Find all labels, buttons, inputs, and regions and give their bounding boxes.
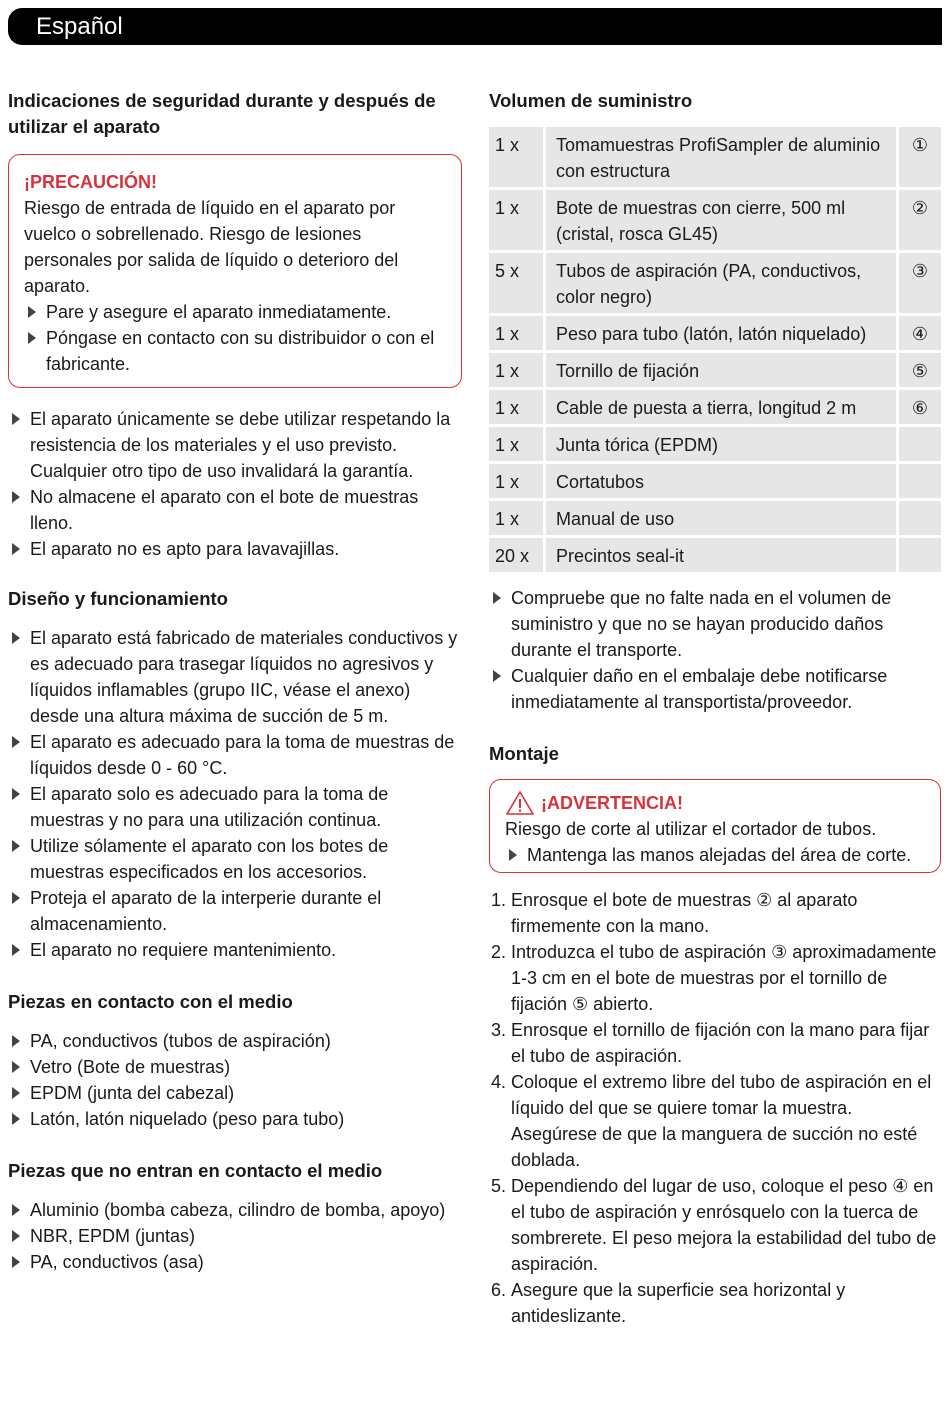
mounting-steps	[489, 887, 941, 1329]
safety-heading: Indicaciones de seguridad durante y después de utilizar el aparato	[8, 90, 436, 137]
design-bullet: Proteja el aparato de la interperie durante el almacenamiento.	[8, 885, 462, 937]
supply-heading: Volumen de suministro	[489, 90, 693, 111]
table-row	[489, 316, 941, 350]
design-bullet: Utilize sólamente el aparato con los botes de muestras especificados en los accesorios.	[8, 833, 462, 885]
supply-qty: 1 x	[489, 390, 546, 424]
supply-desc: Cable de puesta a tierra, longitud 2 m	[546, 390, 899, 424]
warning-text: Riesgo de corte al utilizar el cortador de tubos.	[505, 819, 877, 839]
supply-mark: ⑥	[899, 390, 941, 424]
design-bullet: El aparato no requiere mantenimiento.	[8, 937, 462, 963]
supply-mark	[899, 464, 941, 498]
no-contact-bullet: Aluminio (bomba cabeza, cilindro de bomba, apoyo)	[8, 1197, 462, 1223]
supply-desc: Bote de muestras con cierre, 500 ml (cristal, rosca GL45)	[546, 190, 899, 250]
design-heading: Diseño y funcionamiento	[8, 588, 228, 609]
supply-qty: 1 x	[489, 353, 546, 387]
table-row	[489, 464, 941, 498]
supply-mark: ②	[899, 190, 941, 250]
caution-box	[8, 154, 462, 388]
supply-desc: Junta tórica (EPDM)	[546, 427, 899, 461]
list-item: 6. Asegure que la superficie sea horizontal y antideslizante.	[511, 1277, 941, 1329]
design-bullet: El aparato está fabricado de materiales conductivos y es adecuado para trasegar líquidos no agresivos y líquidos inflamables (grupo IIC, véase el anexo) desde una altura máxima de succión de 5 m.	[8, 625, 462, 729]
supply-qty: 1 x	[489, 316, 546, 350]
supply-mark: ⑤	[899, 353, 941, 387]
supply-desc: Tubos de aspiración (PA, conductivos, color negro)	[546, 253, 899, 313]
contact-bullet: EPDM (junta del cabezal)	[8, 1080, 462, 1106]
caution-bullet: Pare y asegure el aparato inmediatamente.	[24, 299, 447, 325]
contact-bullet: Latón, latón niquelado (peso para tubo)	[8, 1106, 462, 1132]
mounting-heading: Montaje	[489, 743, 559, 764]
left-column	[8, 88, 462, 1275]
design-bullet: El aparato es adecuado para la toma de muestras de líquidos desde 0 - 60 °C.	[8, 729, 462, 781]
supply-desc: Cortatubos	[546, 464, 899, 498]
supply-qty: 1 x	[489, 427, 546, 461]
no-contact-bullet: NBR, EPDM (juntas)	[8, 1223, 462, 1249]
contact-heading: Piezas en contacto con el medio	[8, 991, 293, 1012]
list-item: 1. Enrosque el bote de muestras ② al aparato firmemente con la mano.	[511, 887, 941, 939]
supply-desc: Tornillo de fijación	[546, 353, 899, 387]
list-item: 2. Introduzca el tubo de aspiración ③ aproximadamente 1-3 cm en el bote de muestras por el tornillo de fijación ⑤ abierto.	[511, 939, 941, 1017]
warning-title: ¡ADVERTENCIA!	[541, 793, 683, 813]
right-column	[489, 88, 941, 1329]
table-row	[489, 538, 941, 572]
table-row	[489, 190, 941, 250]
language-header	[8, 8, 942, 45]
supply-bullet: Cualquier daño en el embalaje debe notificarse inmediatamente al transportista/proveedor.	[489, 663, 941, 715]
supply-qty: 1 x	[489, 190, 546, 250]
warning-triangle-icon	[505, 790, 535, 816]
warning-bullet: Mantenga las manos alejadas del área de corte.	[505, 842, 926, 868]
supply-desc: Precintos seal-it	[546, 538, 899, 572]
list-item: 4. Coloque el extremo libre del tubo de aspiración en el líquido del que se quiere tomar la muestra. Asegúrese de que la manguera de succión no esté doblada.	[511, 1069, 941, 1173]
list-item: 5. Dependiendo del lugar de uso, coloque el peso ④ en el tubo de aspiración y enrósquelo con la tuerca de sombrerete. El peso mejora la estabilidad del tubo de aspiración.	[511, 1173, 941, 1277]
design-bullet: El aparato solo es adecuado para la toma de muestras y no para una utilización continua.	[8, 781, 462, 833]
caution-title: ¡PRECAUCIÓN!	[24, 172, 157, 192]
caution-text: Riesgo de entrada de líquido en el aparato por vuelco o sobrellenado. Riesgo de lesiones personales por salida de líquido o deterioro del aparato.	[24, 198, 399, 296]
supply-mark: ③	[899, 253, 941, 313]
table-row	[489, 390, 941, 424]
no-contact-heading: Piezas que no entran en contacto el medio	[8, 1160, 383, 1181]
supply-qty: 20 x	[489, 538, 546, 572]
supply-mark: ④	[899, 316, 941, 350]
supply-mark	[899, 501, 941, 535]
safety-bullet: No almacene el aparato con el bote de muestras lleno.	[8, 484, 462, 536]
table-row	[489, 127, 941, 187]
table-row	[489, 253, 941, 313]
contact-bullet: Vetro (Bote de muestras)	[8, 1054, 462, 1080]
supply-qty: 1 x	[489, 464, 546, 498]
supply-mark: ①	[899, 127, 941, 187]
supply-desc: Peso para tubo (latón, latón niquelado)	[546, 316, 899, 350]
supply-desc: Tomamuestras ProfiSampler de aluminio con estructura	[546, 127, 899, 187]
warning-box	[489, 779, 941, 873]
supply-mark	[899, 538, 941, 572]
caution-bullet: Póngase en contacto con su distribuidor o con el fabricante.	[24, 325, 447, 377]
supply-qty: 5 x	[489, 253, 546, 313]
supply-desc: Manual de uso	[546, 501, 899, 535]
supply-qty: 1 x	[489, 127, 546, 187]
safety-bullet: El aparato no es apto para lavavajillas.	[8, 536, 462, 562]
table-row	[489, 427, 941, 461]
no-contact-bullet: PA, conductivos (asa)	[8, 1249, 462, 1275]
table-row	[489, 353, 941, 387]
supply-mark	[899, 427, 941, 461]
language-title: Español	[36, 13, 123, 40]
warning-title-row	[505, 790, 926, 816]
list-item: 3. Enrosque el tornillo de fijación con la mano para fijar el tubo de aspiración.	[511, 1017, 941, 1069]
safety-bullet: El aparato únicamente se debe utilizar respetando la resistencia de los materiales y el uso previsto. Cualquier otro tipo de uso invalidará la garantía.	[8, 406, 462, 484]
supply-bullet: Compruebe que no falte nada en el volumen de suministro y que no se hayan producido daños durante el transporte.	[489, 585, 941, 663]
table-row	[489, 501, 941, 535]
supply-table	[489, 124, 941, 575]
supply-qty: 1 x	[489, 501, 546, 535]
contact-bullet: PA, conductivos (tubos de aspiración)	[8, 1028, 462, 1054]
